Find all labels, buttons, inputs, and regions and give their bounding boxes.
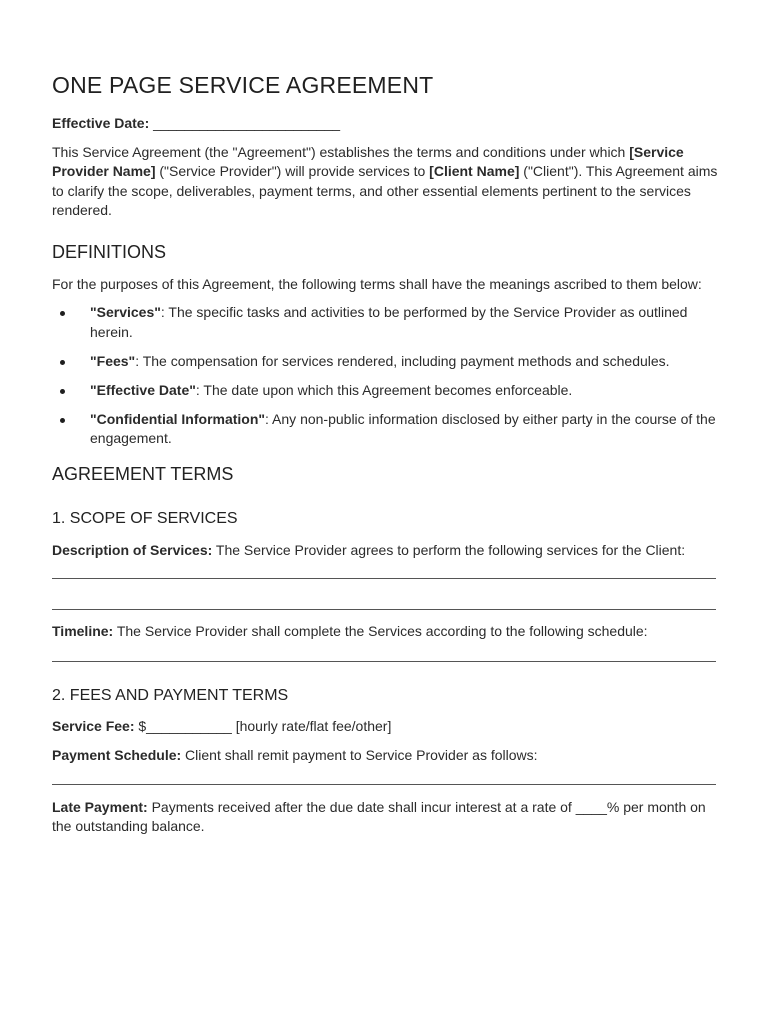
definition-text: : Any non-public information disclosed by either party in the course of the engagement. <box>90 410 716 446</box>
definition-item <box>52 381 718 401</box>
payment-schedule-blank-line[interactable] <box>52 783 716 785</box>
definition-item <box>52 303 718 342</box>
timeline-label: Timeline: <box>52 623 114 639</box>
document-title: ONE PAGE SERVICE AGREEMENT <box>52 72 434 98</box>
payment-schedule-line <box>52 746 718 766</box>
fees-heading: 2. FEES AND PAYMENT TERMS <box>52 686 289 704</box>
intro-text-3: ("Client"). This Agreement aims to clarify the scope, deliverables, payment terms, and other essential elements pertinent to the services rendered. <box>52 163 718 218</box>
intro-text-2: ("Service Provider") will provide services to <box>155 163 430 179</box>
service-provider-placeholder: [Service Provider Name] <box>52 143 684 179</box>
effective-date-blank: ________________________ <box>153 115 341 131</box>
effective-date-label: Effective Date: <box>52 115 150 131</box>
description-label: Description of Services: <box>52 541 213 558</box>
description-of-services <box>52 541 718 561</box>
timeline-blank-line[interactable] <box>52 660 716 662</box>
agreement-terms-heading: AGREEMENT TERMS <box>52 463 234 484</box>
definition-term: "Services" <box>90 304 161 320</box>
definitions-heading: DEFINITIONS <box>52 241 167 262</box>
late-payment-line <box>52 798 718 837</box>
definitions-list <box>52 303 718 449</box>
definition-item <box>52 410 718 449</box>
effective-date-line <box>52 114 718 134</box>
service-fee-line <box>52 717 718 737</box>
services-blank-line-1[interactable] <box>52 577 716 579</box>
intro-paragraph <box>52 143 718 221</box>
agreement-body <box>52 72 718 837</box>
timeline-line <box>52 622 718 642</box>
client-name-placeholder: [Client Name] <box>429 163 520 179</box>
bullet-icon <box>60 389 65 394</box>
late-payment-label: Late Payment: <box>52 798 148 815</box>
late-payment-text: Payments received after the due date shall incur interest at a rate of ____% per month on the outstanding balance. <box>52 798 706 834</box>
definition-term: "Confidential Information" <box>90 410 266 427</box>
bullet-icon <box>60 311 65 316</box>
definition-item <box>52 352 718 372</box>
definition-text: : The date upon which this Agreement becomes enforceable. <box>195 381 573 398</box>
payment-schedule-text: Client shall remit payment to Service Provider as follows: <box>181 747 538 763</box>
timeline-text: The Service Provider shall complete the Services according to the following schedule: <box>113 623 648 639</box>
definition-term: "Effective Date" <box>90 381 196 398</box>
scope-heading: 1. SCOPE OF SERVICES <box>52 509 238 527</box>
definition-term: "Fees" <box>90 352 136 369</box>
intro-text-1: This Service Agreement (the "Agreement") establishes the terms and conditions under which <box>52 143 630 160</box>
definition-text: : The compensation for services rendered, including payment methods and schedules. <box>135 352 670 369</box>
bullet-icon <box>60 418 65 423</box>
service-fee-label: Service Fee: <box>52 717 135 734</box>
bullet-icon <box>60 360 65 365</box>
definitions-lead: For the purposes of this Agreement, the following terms shall have the meanings ascribed to them below: <box>52 275 702 292</box>
payment-schedule-label: Payment Schedule: <box>52 747 182 763</box>
description-text: The Service Provider agrees to perform the following services for the Client: <box>212 541 686 558</box>
services-blank-line-2[interactable] <box>52 608 716 610</box>
service-fee-text: $___________ [hourly rate/flat fee/other] <box>134 717 392 734</box>
definition-text: : The specific tasks and activities to be performed by the Service Provider as outlined herein. <box>90 304 688 340</box>
